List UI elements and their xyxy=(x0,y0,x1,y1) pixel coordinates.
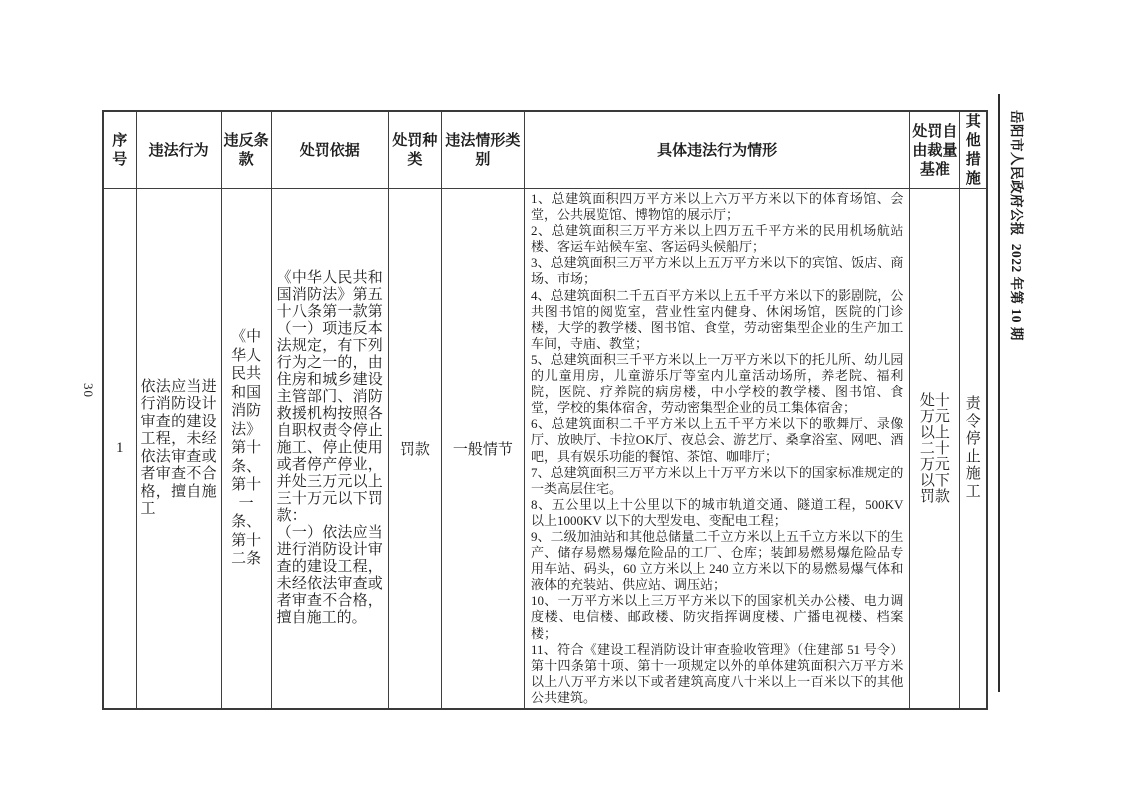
cell-penalty-basis xyxy=(271,189,388,710)
page-number-left: 30 xyxy=(81,383,96,398)
situation-item: 3、总建筑面积三万平方米以上五万平方米以下的宾馆、饭店、商场、市场； xyxy=(530,255,904,287)
header-penalty-basis: 处罚依据 xyxy=(271,111,388,189)
gazette-title: 岳阳市人民政府公报 2022 年第 10 期 xyxy=(1009,110,1024,341)
situation-item: 8、五公里以上十公里以下的城市轨道交通、隧道工程，500KV 以上1000KV 以下的大型发电、变配电工程； xyxy=(530,496,904,528)
penalty-basis-paragraph: 《中华人民共和国消防法》第五十八条第一款第（一）项违反本法规定，有下列行为之一的，由住房和城乡建设主管部门、消防救援机构按照各自职权责令停止施工、停止使用或者停产停业，并处三万元以上三十万元以下罚款： xyxy=(276,270,383,524)
header-penalty-type: 处罚种类 xyxy=(388,111,441,189)
penalty-basis-paragraph: （一）依法应当进行消防设计审查的建设工程，未经依法审查或者审查不合格，擅自施工的。 xyxy=(276,525,383,626)
cell-illegal-act: 依法应当进行消防设计审查的建设工程，未经依法审查或者审查不合格，擅自施工 xyxy=(136,189,221,710)
header-discretion-benchmark: 处罚自由裁量基准 xyxy=(910,111,960,189)
situation-item: 5、总建筑面积三千平方米以上一万平方米以下的托儿所、幼儿园的儿童用房，儿童游乐厅等室内儿童活动场所，养老院、福利院，医院、疗养院的病房楼，中小学校的教学楼、图书馆、食堂，学校的集体宿舍，劳动密集型企业的员工集体宿舍； xyxy=(530,351,904,416)
header-illegal-act: 违法行为 xyxy=(136,111,221,189)
cell-penalty-type: 罚款 xyxy=(388,189,441,710)
cell-other-measures: 责令停止施工 xyxy=(960,189,987,710)
cell-situation-category: 一般情节 xyxy=(441,189,524,710)
cell-discretion-benchmark: 处十万元以上二十万元以下罚款 xyxy=(910,189,960,710)
cell-violated-clauses: 《中华人民共和国消防法》第十条、第十一条、第十二条 xyxy=(221,189,271,710)
header-other-measures: 其他措施 xyxy=(960,111,987,189)
table-header-row xyxy=(103,111,987,189)
situation-item: 9、二级加油站和其他总储量二千立方米以上五千立方米以下的生产、储存易燃易爆危险品的工厂、仓库；装卸易燃易爆危险品专用车站、码头，60 立方米以上 240 立方米以下的易燃易爆气体和液体的充装站、供应站、调压站； xyxy=(530,528,904,593)
situation-item: 10、一万平方米以上三万平方米以下的国家机关办公楼、电力调度楼、电信楼、邮政楼、防灾指挥调度楼、广播电视楼、档案楼； xyxy=(530,593,904,641)
situation-item: 1、总建筑面积四万平方米以上六万平方米以下的体育场馆、会堂，公共展览馆、博物馆的展示厅； xyxy=(530,191,904,223)
situation-item: 6、总建筑面积二千平方米以上五千平方米以下的歌舞厅、录像厅、放映厅、卡拉OK厅、夜总会、游艺厅、桑拿浴室、网吧、酒吧，具有娱乐功能的餐馆、茶馆、咖啡厅； xyxy=(530,416,904,464)
header-situation-category: 违法情形类别 xyxy=(441,111,524,189)
header-specific-situations: 具体违法行为情形 xyxy=(524,111,909,189)
table-row xyxy=(103,189,987,710)
penalty-discretion-table xyxy=(102,110,988,710)
cell-seq-no: 1 xyxy=(103,189,136,710)
cell-specific-situations xyxy=(524,189,909,710)
situation-item: 4、总建筑面积二千五百平方米以上五千平方米以下的影剧院，公共图书馆的阅览室，营业性室内健身、休闲场馆，医院的门诊楼，大学的教学楼、图书馆、食堂，劳动密集型企业的生产加工车间，寺庙、教堂； xyxy=(530,287,904,351)
header-violated-clauses: 违反条款 xyxy=(221,111,271,189)
situation-item: 11、符合《建设工程消防设计审查验收管理》（住建部 51 号令）第十四条第十项、第十一项规定以外的单体建筑面积六万平方米以上八万平方米以下或者建筑高度八十米以上一百米以下的其他公共建筑。 xyxy=(530,641,904,705)
gazette-divider-line xyxy=(998,94,1000,692)
situation-item: 7、总建筑面积三万平方米以上十万平方米以下的国家标准规定的一类高层住宅。 xyxy=(530,464,904,496)
header-seq-no: 序号 xyxy=(103,111,136,189)
situation-item: 2、总建筑面积三万平方米以上四万五千平方米的民用机场航站楼、客运车站候车室、客运码头候船厅； xyxy=(530,223,904,255)
